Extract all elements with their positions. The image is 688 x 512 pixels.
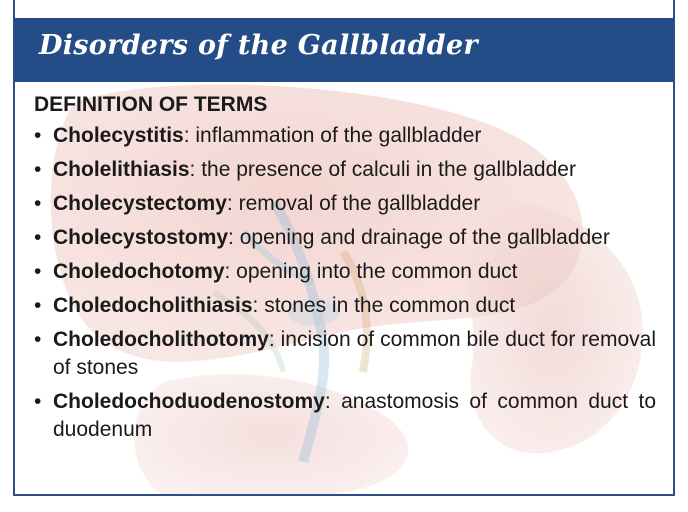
bullet-icon: •	[34, 124, 42, 147]
bullet-icon: •	[34, 294, 42, 317]
bullet-icon: •	[34, 158, 42, 181]
content	[34, 90, 656, 450]
bullet-icon: •	[34, 260, 42, 283]
slide	[13, 0, 675, 496]
list-item	[34, 224, 656, 252]
top-strip	[15, 0, 673, 18]
terms-list	[34, 122, 656, 444]
bullet-icon: •	[34, 226, 42, 249]
term-name: Cholelithiasis	[53, 158, 190, 181]
title-bar	[15, 18, 673, 82]
term-definition: : stones in the common duct	[252, 294, 516, 317]
term-definition: : opening and drainage of the gallbladder	[228, 226, 610, 249]
term-name: Choledochotomy	[53, 260, 225, 283]
term-definition: : opening into the common duct	[224, 260, 518, 283]
slide-title: Disorders of the Gallbladder	[39, 30, 478, 61]
bullet-icon: •	[34, 390, 42, 413]
list-item	[34, 156, 656, 184]
term-definition: : anastomosis of common duct to duodenum	[53, 390, 656, 441]
list-item	[34, 326, 656, 382]
term-definition: : incision of common bile duct for removal of stones	[53, 328, 656, 379]
term-name: Choledocholithotomy	[53, 328, 269, 351]
list-item	[34, 190, 656, 218]
term-definition: : removal of the gallbladder	[226, 192, 481, 215]
term-name: Cholecystectomy	[53, 192, 227, 215]
term-definition: : the presence of calculi in the gallbladder	[189, 158, 576, 181]
list-item	[34, 292, 656, 320]
term-name: Choledochoduodenostomy	[53, 390, 325, 413]
term-name: Choledocholithiasis	[53, 294, 253, 317]
bullet-icon: •	[34, 328, 42, 351]
list-item	[34, 122, 656, 150]
list-item	[34, 388, 656, 444]
bullet-icon: •	[34, 192, 42, 215]
section-heading: DEFINITION OF TERMS	[34, 93, 268, 116]
term-name: Cholecystostomy	[53, 226, 229, 249]
list-item	[34, 258, 656, 286]
term-definition: : inflammation of the gallbladder	[183, 124, 482, 147]
term-name: Cholecystitis	[53, 124, 184, 147]
